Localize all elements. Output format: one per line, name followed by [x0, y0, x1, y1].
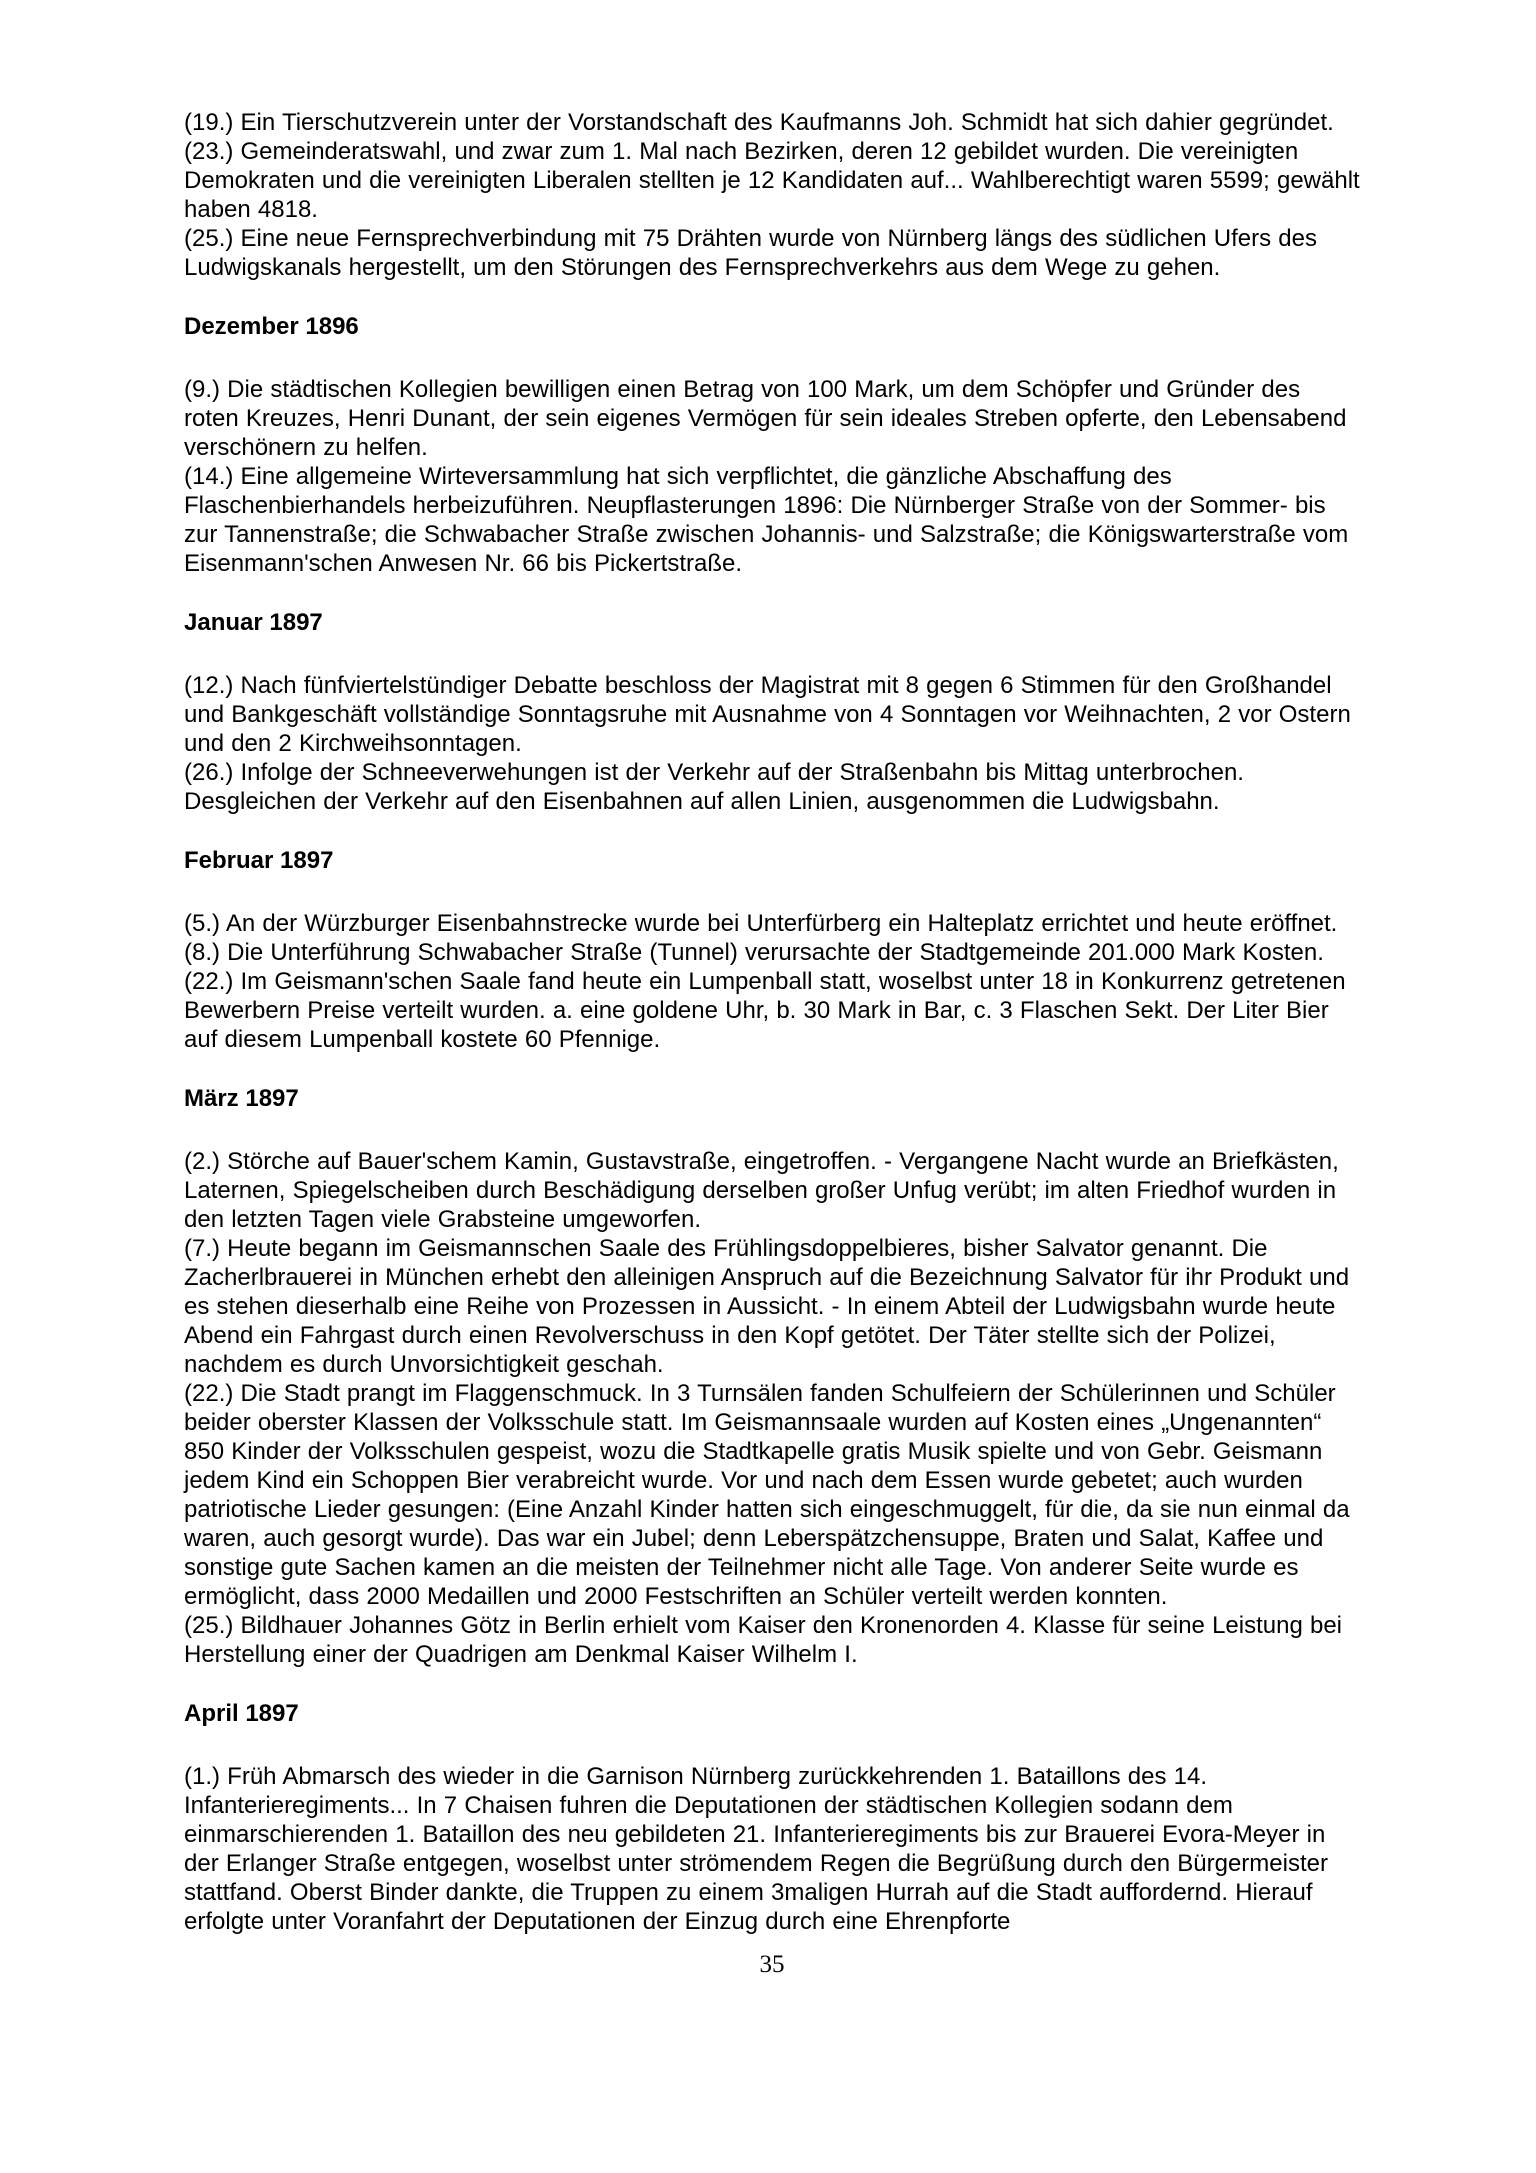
chronicle-entry-1-april: (1.) Früh Abmarsch des wieder in die Garnison Nürnberg zurückkehrenden 1. Bataillons des 14. Infanterieregiments... In 7 Chaisen fuhren die Deputationen der städtischen Kollegien sodann dem einmarschierenden 1. Bataillon des neu gebildeten 21. Infanterieregiments bis zur Brauerei Evora-Meyer in der Erlanger Straße entgegen, woselbst unter strömendem Regen die Begrüßung durch den Bürgermeister stattfand. Oberst Binder dankte, die Truppen zu einem 3maligen Hurrah auf die Stadt auffordernd. Hierauf erfolgte unter Voranfahrt der Deputationen der Einzug durch eine Ehrenpforte [184, 1763, 1328, 1935]
month-heading-februar-1897: Februar 1897 [184, 847, 334, 874]
chronicle-entry-26-januar: (26.) Infolge der Schneeverwehungen ist der Verkehr auf der Straßenbahn bis Mittag unterbrochen. Desgleichen der Verkehr auf den Eisenbahnen auf allen Linien, ausgenommen die Ludwigsbahn. [184, 759, 1244, 815]
chronicle-entry-12-januar: (12.) Nach fünfviertelstündiger Debatte beschloss der Magistrat mit 8 gegen 6 Stimmen für den Großhandel und Bankgeschäft vollständige Sonntagsruhe mit Ausnahme von 4 Sonntagen vor Weihnachten, 2 vor Ostern und den 2 Kirchweihsonntagen. [184, 672, 1351, 757]
page-number: 35 [759, 1951, 785, 1978]
chronicle-entry-9-dezember: (9.) Die städtischen Kollegien bewilligen einen Betrag von 100 Mark, um dem Schöpfer und Gründer des roten Kreuzes, Henri Dunant, der sein eigenes Vermögen für sein ideales Streben opferte, den Lebensabend verschönern zu helfen. [184, 376, 1347, 461]
month-heading-dezember-1896: Dezember 1896 [184, 313, 359, 340]
chronicle-entry-5-februar: (5.) An der Würzburger Eisenbahnstrecke wurde bei Unterfürberg ein Halteplatz errichtet und heute eröffnet. [184, 910, 1338, 937]
chronicle-entry-14-dezember: (14.) Eine allgemeine Wirteversammlung hat sich verpflichtet, die gänzliche Abschaffung des Flaschenbierhandels herbeizuführen. Neupflasterungen 1896: Die Nürnberger Straße von der Sommer- bis zur Tannenstraße; die Schwabacher Straße zwischen Johannis- und Salzstraße; die Königswarterstraße vom Eisenmann'schen Anwesen Nr. 66 bis Pickertstraße. [184, 463, 1349, 577]
chronicle-entry-22-maerz: (22.) Die Stadt prangt im Flaggenschmuck. In 3 Turnsälen fanden Schulfeiern der Schülerinnen und Schüler beider oberster Klassen der Volksschule statt. Im Geismannsaale wurden auf Kosten eines „Ungenannten“ 850 Kinder der Volksschulen gespeist, wozu die Stadtkapelle gratis Musik spielte und von Gebr. Geismann jedem Kind ein Schoppen Bier verabreicht wurde. Vor und nach dem Essen wurde gebetet; auch wurden patriotische Lieder gesungen: (Eine Anzahl Kinder hatten sich eingeschmuggelt, für die, da sie nun einmal da waren, auch gesorgt wurde). Das war ein Jubel; denn Leberspätzchensuppe, Braten und Salat, Kaffee und sonstige gute Sachen kamen an die meisten der Teilnehmer nicht alle Tage. Von anderer Seite wurde es ermöglicht, dass 2000 Medaillen und 2000 Festschriften an Schüler verteilt werden konnten. [184, 1380, 1350, 1610]
chronicle-entry-7-maerz: (7.) Heute begann im Geismannschen Saale des Frühlingsdoppelbieres, bisher Salvator genannt. Die Zacherlbrauerei in München erhebt den alleinigen Anspruch auf die Bezeichnung Salvator für ihr Produkt und es stehen dieserhalb eine Reihe von Prozessen in Aussicht. - In einem Abteil der Ludwigsbahn wurde heute Abend ein Fahrgast durch einen Revolverschuss in den Kopf getötet. Der Täter stellte sich der Polizei, nachdem es durch Unvorsichtigkeit geschah. [184, 1235, 1350, 1378]
month-heading-januar-1897: Januar 1897 [184, 609, 323, 636]
chronicle-text-column [184, 108, 1360, 1979]
chronicle-entry-25-november: (25.) Eine neue Fernsprechverbindung mit 75 Drähten wurde von Nürnberg längs des südlichen Ufers des Ludwigskanals hergestellt, um den Störungen des Fernsprechverkehrs aus dem Wege zu gehen. [184, 225, 1317, 281]
chronicle-entry-2-maerz: (2.) Störche auf Bauer'schem Kamin, Gustavstraße, eingetroffen. - Vergangene Nacht wurde an Briefkästen, Laternen, Spiegelscheiben durch Beschädigung derselben großer Unfug verübt; im alten Friedhof wurden in den letzten Tagen viele Grabsteine umgeworfen. [184, 1148, 1339, 1233]
chronicle-entry-22-februar: (22.) Im Geismann'schen Saale fand heute ein Lumpenball statt, woselbst unter 18 in Konkurrenz getretenen Bewerbern Preise verteilt wurden. a. eine goldene Uhr, b. 30 Mark in Bar, c. 3 Flaschen Sekt. Der Liter Bier auf diesem Lumpenball kostete 60 Pfennige. [184, 968, 1346, 1053]
chronicle-entry-23-november: (23.) Gemeinderatswahl, und zwar zum 1. Mal nach Bezirken, deren 12 gebildet wurden. Die vereinigten Demokraten und die vereinigten Liberalen stellten je 12 Kandidaten auf... Wahlberechtigt waren 5599; gewählt haben 4818. [184, 138, 1360, 223]
month-heading-april-1897: April 1897 [184, 1700, 299, 1727]
month-heading-maerz-1897: März 1897 [184, 1085, 299, 1112]
chronicle-entry-25-maerz: (25.) Bildhauer Johannes Götz in Berlin erhielt vom Kaiser den Kronenorden 4. Klasse für seine Leistung bei Herstellung einer der Quadrigen am Denkmal Kaiser Wilhelm I. [184, 1612, 1342, 1668]
chronicle-entry-8-februar: (8.) Die Unterführung Schwabacher Straße (Tunnel) verursachte der Stadtgemeinde 201.000 Mark Kosten. [184, 939, 1324, 966]
chronicle-entry-19-november: (19.) Ein Tierschutzverein unter der Vorstandschaft des Kaufmanns Joh. Schmidt hat sich dahier gegründet. [184, 109, 1334, 136]
